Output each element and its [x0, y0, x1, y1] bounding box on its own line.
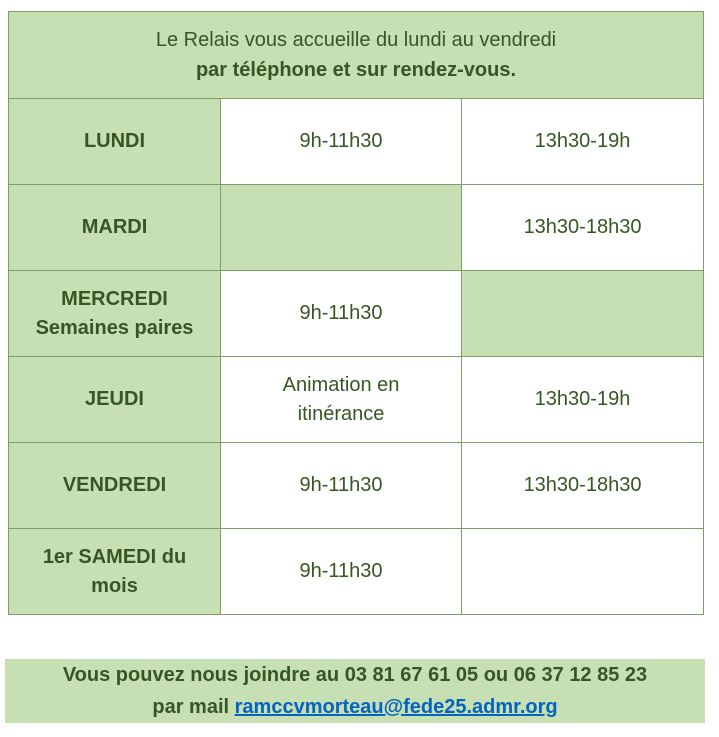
header-line-1: Le Relais vous accueille du lundi au vendredi	[155, 29, 557, 51]
afternoon-slot	[462, 529, 704, 615]
header-cell	[9, 12, 704, 99]
contact-phone-line: Vous pouvez nous joindre au 03 81 67 61 05 ou 06 37 12 85 23	[62, 664, 648, 686]
morning-hours: 9h-11h30	[299, 560, 383, 582]
morning-hours: Animation en	[282, 373, 400, 396]
contact-mail-prefix: par mail	[152, 696, 235, 718]
day-sublabel: Semaines paires	[35, 316, 194, 339]
schedule-row	[9, 271, 704, 357]
afternoon-hours: 13h30-19h	[534, 388, 631, 410]
afternoon-slot	[462, 99, 704, 185]
day-label-line-2: mois	[91, 574, 138, 597]
day-label: JEUDI	[85, 388, 144, 410]
afternoon-slot	[462, 443, 704, 529]
morning-hours: 9h-11h30	[299, 474, 383, 496]
schedule-row	[9, 443, 704, 529]
day-cell	[9, 357, 221, 443]
day-cell	[9, 271, 221, 357]
morning-slot	[221, 443, 462, 529]
morning-slot	[221, 99, 462, 185]
day-label: LUNDI	[83, 130, 146, 152]
morning-hours: 9h-11h30	[299, 302, 383, 324]
day-cell	[9, 443, 221, 529]
day-cell	[9, 529, 221, 615]
contact-banner	[5, 659, 705, 723]
afternoon-slot	[462, 185, 704, 271]
morning-hours-line-2: itinérance	[297, 402, 385, 425]
email-link[interactable]: ramccvmorteau@fede25.admr.org	[234, 696, 558, 718]
schedule-row	[9, 529, 704, 615]
day-label: VENDREDI	[62, 474, 167, 496]
day-label: 1er SAMEDI du	[42, 545, 187, 568]
schedule-row	[9, 99, 704, 185]
header-row	[9, 12, 704, 99]
day-label: MERCREDI	[61, 287, 168, 310]
afternoon-hours: 13h30-18h30	[523, 216, 642, 238]
morning-hours: 9h-11h30	[299, 130, 383, 152]
opening-hours-table	[8, 11, 704, 615]
afternoon-slot-closed	[462, 271, 704, 357]
morning-slot	[221, 271, 462, 357]
morning-slot-closed	[221, 185, 462, 271]
schedule-row	[9, 357, 704, 443]
morning-slot	[221, 357, 462, 443]
day-cell	[9, 185, 221, 271]
morning-slot	[221, 529, 462, 615]
afternoon-hours: 13h30-19h	[534, 130, 631, 152]
day-label: MARDI	[81, 216, 148, 238]
afternoon-hours: 13h30-18h30	[523, 474, 642, 496]
header-line-2: par téléphone et sur rendez-vous.	[195, 59, 517, 81]
day-cell	[9, 99, 221, 185]
afternoon-slot	[462, 357, 704, 443]
contact-mail-line	[5, 691, 705, 723]
schedule-row	[9, 185, 704, 271]
